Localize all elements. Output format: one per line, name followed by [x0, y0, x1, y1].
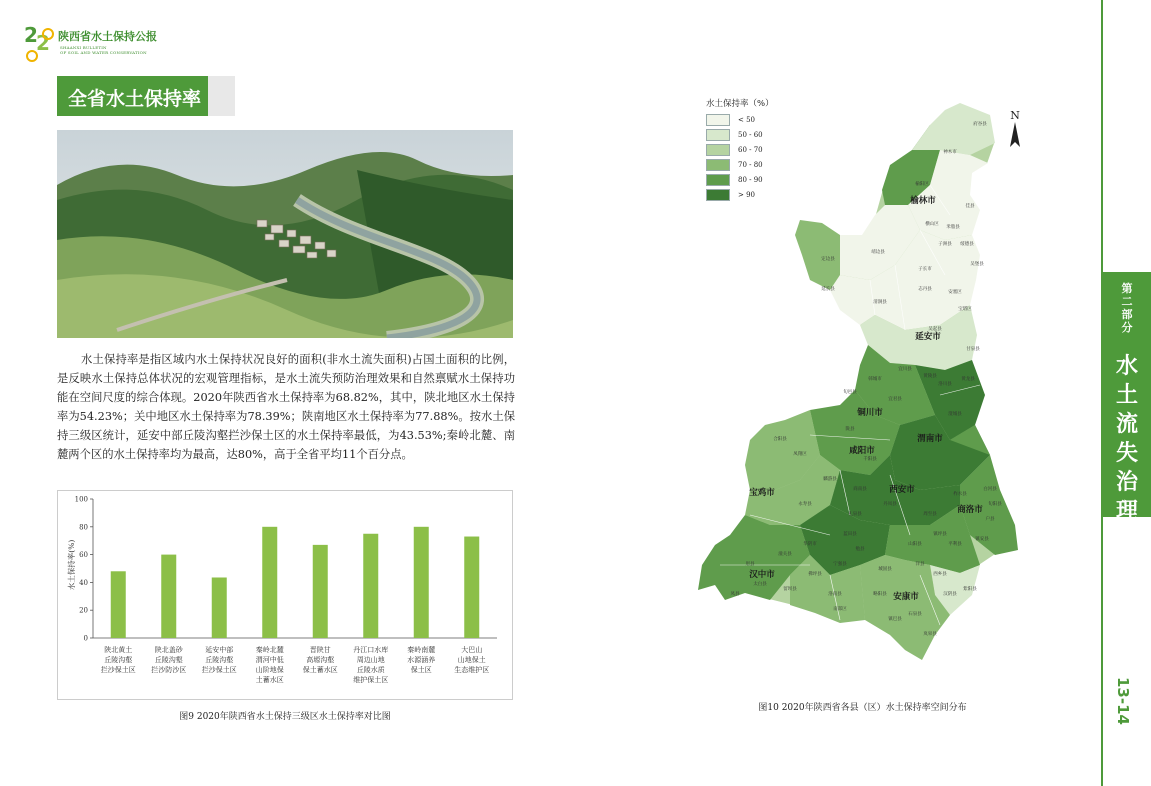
bar — [111, 571, 126, 638]
county-label: 神木市 — [943, 150, 957, 155]
county-label: 镇坪县 — [933, 532, 947, 537]
logo-2020-mark — [22, 20, 58, 64]
chapter-title-char: 理 — [1115, 499, 1138, 524]
x-tick-label: 陕北盖砂丘陵沟壑拦沙防沙区 — [151, 646, 187, 674]
legend-item — [706, 172, 774, 187]
figure9-caption: 图9 2020年陕西省水土保持三级区水土保持率对比图 — [179, 712, 391, 722]
county-label: 宜君县 — [888, 397, 902, 402]
city-label: 铜川市 — [857, 408, 883, 418]
county-label: 志丹县 — [918, 287, 932, 292]
chapter-part-char: 二 — [1121, 295, 1133, 308]
county-label: 吴起县 — [928, 327, 942, 332]
county-label: 礼泉县 — [848, 512, 862, 517]
page-number: 13-14 — [1114, 677, 1132, 725]
county-label: 商南县 — [853, 487, 867, 492]
bar — [414, 527, 429, 638]
section-title: 全省水土保持率 — [68, 88, 202, 110]
county-label: 合阳县 — [773, 437, 787, 442]
county-label: 岚皋县 — [923, 632, 937, 637]
county-label: 山阳县 — [908, 542, 922, 547]
legend-label: 80 - 90 — [738, 175, 763, 184]
body-paragraph: 水土保持率是指区域内水土保持状况良好的面积(非水土流失面积)占国土面积的比例，是反映水土保持总体状况的宏观管理指标，是水土流失预防治理效果和自然禀赋水土保持功能在空间尺度的综合体现。2020年陕西省水土保持率为68.82%，其中，陕北地区水土保持率为54.23%；关中地区水土保持率为78.39%；陕南地区水土保持率为77.88%。按水土保持三级区统计，延安中部丘陵沟壑拦沙保土区的水土保持率最低，为43.53%;秦岭北麓、南麓两个区的水土保持率均为最高，达80%，高于全省平均11个百分点。 — [57, 353, 515, 461]
county-label: 周至县 — [923, 512, 937, 517]
county-label: 麟游县 — [823, 477, 837, 482]
city-label: 延安市 — [915, 332, 941, 342]
legend-title: 水土保持率（%） — [706, 99, 774, 109]
chapter-title-char: 失 — [1115, 441, 1138, 466]
county-label: 镇安县 — [975, 537, 989, 542]
chapter-title-char: 治 — [1115, 470, 1138, 495]
figure10-caption: 图10 2020年陕西省各县（区）水土保持率空间分布 — [758, 703, 967, 713]
legend-swatch — [706, 129, 730, 141]
city-label: 榆林市 — [910, 196, 936, 206]
chapter-title-char: 土 — [1115, 383, 1138, 408]
svg-text:N: N — [1010, 109, 1020, 122]
legend-item — [706, 112, 774, 127]
county-label: 洋县 — [915, 562, 925, 567]
legend-swatch — [706, 159, 730, 171]
logo-title: 陕西省水土保持公报 — [58, 30, 157, 43]
county-label: 丹凤县 — [883, 502, 897, 507]
county-label: 绥德县 — [960, 242, 974, 247]
county-label: 凤县 — [730, 592, 740, 597]
county-label: 柞水县 — [953, 492, 967, 497]
county-label: 府谷县 — [973, 122, 987, 127]
bulletin-logo — [22, 20, 192, 64]
x-tick-label: 陕北黄土丘陵沟壑拦沙保土区 — [100, 646, 136, 674]
county-label: 延长县 — [821, 287, 835, 292]
county-label: 洛川县 — [938, 382, 952, 387]
county-label: 子长市 — [918, 267, 932, 272]
city-label: 西安市 — [889, 485, 915, 495]
svg-text:2: 2 — [36, 31, 50, 55]
bar — [363, 534, 378, 638]
y-tick-label: 80 — [79, 523, 88, 532]
chapter-title-char: 流 — [1115, 412, 1138, 437]
county-label: 留坝县 — [783, 587, 797, 592]
y-tick-label: 60 — [79, 551, 88, 560]
city-label: 安康市 — [893, 592, 919, 602]
chart-y-axis-label: 水土保持率(%) — [67, 539, 76, 591]
legend-label: 60 - 70 — [738, 145, 763, 154]
county-label: 佛坪县 — [808, 572, 822, 577]
county-label: 洛南县 — [828, 592, 842, 597]
y-tick-label: 40 — [79, 578, 88, 587]
county-label: 定边县 — [821, 257, 835, 262]
city-label: 宝鸡市 — [749, 488, 775, 498]
legend-label: < 50 — [738, 115, 755, 124]
city-label: 咸阳市 — [849, 446, 875, 456]
y-tick-label: 100 — [74, 495, 88, 504]
county-label: 平利县 — [948, 542, 962, 547]
county-label: 靖边县 — [871, 250, 885, 255]
county-label: 陇县 — [845, 427, 855, 432]
legend-label: 70 - 80 — [738, 160, 763, 169]
legend-swatch — [706, 114, 730, 126]
legend-item — [706, 157, 774, 172]
county-label: 千阳县 — [863, 457, 877, 462]
city-label: 商洛市 — [957, 505, 983, 515]
chapter-title — [1103, 352, 1151, 526]
map-legend — [706, 97, 774, 202]
x-tick-label: 秦岭北麓渭河中低山阶地保土蓄水区 — [255, 646, 284, 684]
chapter-tab — [1103, 272, 1151, 524]
county-label: 佳县 — [965, 204, 975, 209]
county-label: 潼关县 — [778, 552, 792, 557]
county-label: 安塞区 — [948, 290, 962, 295]
county-label: 宁强县 — [833, 562, 847, 567]
y-tick-label: 20 — [79, 606, 88, 615]
county-label: 横山区 — [925, 222, 939, 227]
bar — [313, 545, 328, 638]
bar — [464, 537, 479, 638]
legend-item — [706, 127, 774, 142]
bar-chart-fig9 — [57, 490, 513, 700]
county-label: 凤翔区 — [793, 452, 807, 457]
county-label: 韩城市 — [868, 377, 882, 382]
north-arrow-icon — [1010, 109, 1020, 147]
county-label: 白河县 — [983, 487, 997, 492]
x-tick-label: 晋陕甘高塬沟壑保土蓄水区 — [302, 646, 338, 674]
legend-item — [706, 187, 774, 202]
county-label: 紫阳县 — [963, 587, 977, 592]
city-label: 渭南市 — [917, 434, 943, 444]
county-label: 城固县 — [878, 567, 892, 572]
legend-swatch — [706, 144, 730, 156]
logo-subtitle-line1: SHAANXI BULLETIN — [60, 45, 107, 50]
logo-subtitle-line2: OF SOIL AND WATER CONSERVATION — [60, 50, 147, 55]
county-label: 西乡县 — [933, 572, 947, 577]
county-label: 甘泉县 — [966, 347, 980, 352]
county-label: 子洲县 — [938, 242, 952, 247]
legend-label: 50 - 60 — [738, 130, 763, 139]
x-tick-label: 延安中部丘陵沟壑拦沙保土区 — [201, 646, 237, 674]
county-label: 眉县 — [745, 562, 755, 567]
county-label: 蓝田县 — [843, 532, 857, 537]
chapter-title-char: 水 — [1115, 354, 1138, 379]
county-label: 宜川县 — [898, 367, 912, 372]
county-label: 勉县 — [855, 547, 865, 552]
county-label: 永寿县 — [798, 502, 812, 507]
county-label: 石泉县 — [908, 612, 922, 617]
legend-label: > 90 — [738, 190, 755, 199]
legend-swatch — [706, 174, 730, 186]
county-label: 镇巴县 — [888, 617, 902, 622]
county-label: 米脂县 — [946, 225, 960, 230]
county-label: 旬邑县 — [843, 390, 857, 395]
county-label: 户县 — [985, 517, 995, 522]
county-label: 澄城县 — [948, 412, 962, 417]
county-label: 榆阳区 — [915, 182, 929, 187]
bar — [262, 527, 277, 638]
county-label: 旬阳县 — [988, 502, 1002, 507]
chapter-part-char: 第 — [1121, 282, 1133, 295]
county-label: 宝塔区 — [958, 307, 972, 312]
x-tick-label: 秦岭南麓水源涵养保土区 — [407, 646, 436, 674]
county-label: 黄陵县 — [923, 374, 937, 379]
county-label: 华阴市 — [803, 542, 817, 547]
svg-text:2: 2 — [24, 23, 38, 47]
county-label: 黄龙县 — [961, 377, 975, 382]
county-label: 南郑区 — [833, 607, 847, 612]
city-label: 汉中市 — [749, 570, 775, 580]
y-tick-label: 0 — [83, 634, 88, 643]
bar — [161, 555, 176, 638]
bar — [212, 577, 227, 638]
county-label: 太白县 — [753, 582, 767, 587]
chapter-part-char: 分 — [1121, 321, 1133, 334]
x-tick-label: 丹江口水库周边山地丘陵水质维护保土区 — [353, 646, 389, 684]
legend-swatch — [706, 189, 730, 201]
landscape-photo — [57, 130, 513, 338]
chapter-part-label — [1103, 282, 1151, 334]
legend-item — [706, 142, 774, 157]
county-label: 吴堡县 — [970, 262, 984, 267]
county-label: 汉阴县 — [943, 592, 957, 597]
county-label: 略阳县 — [873, 592, 887, 597]
chapter-part-char: 部 — [1121, 308, 1133, 321]
x-tick-label: 大巴山山地保土生态维护区 — [454, 646, 490, 674]
county-label: 清涧县 — [873, 300, 887, 305]
